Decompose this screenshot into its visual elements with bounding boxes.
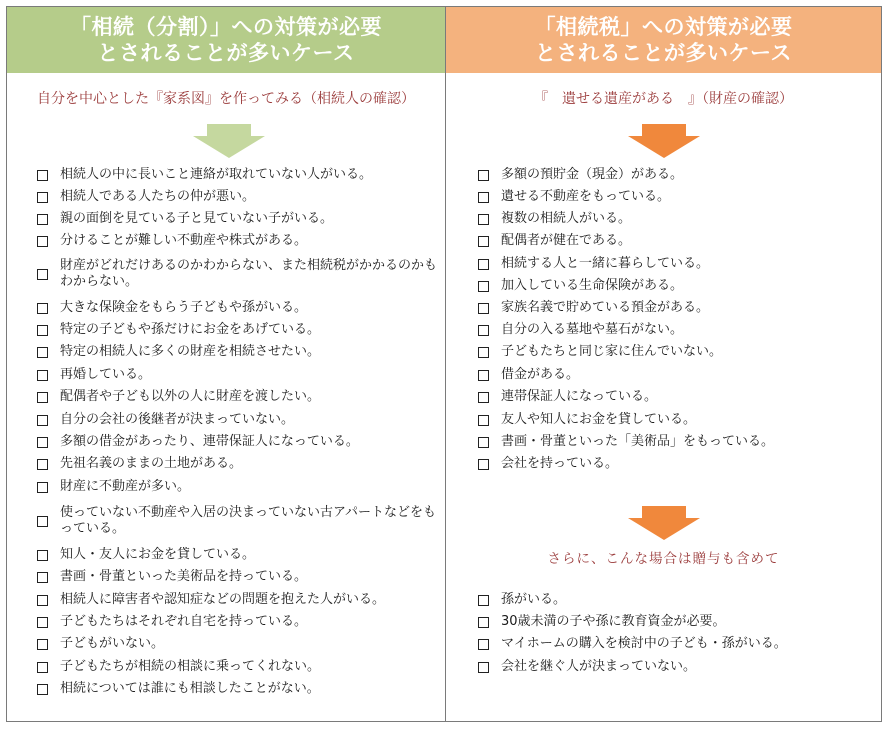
checklist-item-text: 親の面倒を見ている子と見ていない子がいる。 [60, 211, 334, 226]
checklist-item-text: 再婚している。 [60, 367, 152, 382]
checklist-item-text: 会社を持っている。 [501, 456, 619, 471]
checklist-item-text: 相続人に障害者や認知症などの問題を抱えた人がいる。 [60, 592, 386, 607]
checklist-item-text: マイホームの購入を検討中の子ども・孫がいる。 [501, 636, 787, 651]
gift-note: さらに、こんな場合は贈与も含めて [547, 551, 780, 567]
right-header-line2: とされることが多いケース [535, 41, 792, 65]
checklist-item [37, 547, 255, 563]
checklist-item [478, 592, 566, 608]
checklist-item [37, 636, 164, 652]
checklist-item [37, 681, 320, 697]
checklist-item-text: 配偶者が健在である。 [501, 233, 632, 248]
checklist-item-text: 子どもたちはそれぞれ自宅を持っている。 [60, 614, 308, 629]
checklist-item [37, 389, 320, 405]
checklist-item-text: 配偶者や子ども以外の人に財産を渡したい。 [60, 389, 321, 404]
checklist-item [37, 659, 320, 675]
gift-checklist [478, 0, 878, 732]
left-header-line1: 「相続（分割）」への対策が必要 [70, 15, 382, 39]
checklist-item-text: 相続については誰にも相談したことがない。 [60, 681, 320, 696]
checklist-item-text: 知人・友人にお金を貸している。 [60, 547, 256, 562]
checklist-item-text: 先祖名義のままの土地がある。 [60, 456, 243, 471]
checklist-item-text: 子どもがいない。 [60, 636, 165, 651]
checklist-item [478, 636, 787, 652]
checklist-item-text: 大きな保険金をもらう子どもや孫がいる。 [60, 300, 308, 315]
checklist-item [37, 344, 320, 360]
checklist-item-text: 特定の子どもや孫だけにお金をあげている。 [60, 322, 321, 337]
checkbox-icon[interactable] [37, 303, 48, 314]
checklist-item-text: 多額の預貯金（現金）がある。 [501, 167, 684, 182]
checklist-item [37, 189, 255, 205]
checklist-item [478, 614, 726, 630]
checklist-item-text: 会社を継ぐ人が決まっていない。 [501, 659, 697, 674]
checklist-item [37, 456, 242, 472]
checklist-item-text: 財産に不動産が多い。 [60, 479, 191, 494]
checklist-item-text: 財産がどれだけあるのかわからない、また相続税がかかるのかもわからない。 [60, 258, 438, 289]
checklist-item-text: 分けることが難しい不動産や株式がある。 [60, 233, 308, 248]
checklist-item-text: 使っていない不動産や入居の決まっていない古アパートなどをもっている。 [60, 505, 436, 536]
checklist-item [37, 479, 190, 495]
left-header-line2: とされることが多いケース [97, 41, 355, 65]
checklist-item-text: 相続人である人たちの仲が悪い。 [60, 189, 256, 204]
checkbox-icon[interactable] [478, 617, 489, 628]
checkbox-icon[interactable] [37, 595, 48, 606]
checklist-item-text: 相続人の中に長いこと連絡が取れていない人がいる。 [60, 167, 373, 182]
checkbox-icon[interactable] [37, 325, 48, 336]
checkbox-icon[interactable] [37, 516, 48, 527]
checklist-item [37, 233, 307, 249]
checklist-item-text: 子どもたちと同じ家に住んでいない。 [501, 344, 723, 359]
checklist-item [37, 258, 440, 290]
checkbox-icon[interactable] [37, 617, 48, 628]
checklist-item-text: 連帯保証人になっている。 [501, 389, 658, 404]
checklist-item-text: 特定の相続人に多くの財産を相続させたい。 [60, 344, 321, 359]
checklist-item [37, 322, 320, 338]
checklist-item-text: 家族名義で貯めている預金がある。 [501, 300, 710, 315]
checklist-item [37, 592, 385, 608]
checklist-item [37, 505, 440, 537]
checklist-item-text: 多額の借金があったり、連帯保証人になっている。 [60, 434, 359, 449]
checkbox-icon[interactable] [37, 482, 48, 493]
checklist-item-text: 複数の相続人がいる。 [501, 211, 632, 226]
checklist-item-text: 子どもたちが相続の相談に乗ってくれない。 [60, 659, 321, 674]
checkbox-icon[interactable] [37, 392, 48, 403]
checkbox-icon[interactable] [37, 684, 48, 695]
checklist-item-text: 自分の会社の後継者が決まっていない。 [60, 412, 295, 427]
checklist-item [37, 412, 294, 428]
checkbox-icon[interactable] [37, 662, 48, 673]
checkbox-icon[interactable] [37, 415, 48, 426]
checklist-item-text: 30歳未満の子や孫に教育資金が必要。 [501, 614, 726, 629]
checklist-item-text: 借金がある。 [501, 367, 580, 382]
checkbox-icon[interactable] [37, 572, 48, 583]
checklist-item [37, 367, 151, 383]
checklist-item-text: 自分の入る墓地や墓石がない。 [501, 322, 684, 337]
left-checklist [37, 0, 437, 732]
left-subtitle: 自分を中心とした『家系図』を作ってみる（相続人の確認） [37, 91, 415, 107]
checklist-item-text: 相続する人と一緒に暮らしている。 [501, 256, 710, 271]
checkbox-icon[interactable] [37, 639, 48, 650]
checklist-item-text: 加入している生命保険がある。 [501, 278, 684, 293]
checkbox-icon[interactable] [478, 595, 489, 606]
checklist-item [37, 300, 307, 316]
checklist-item-text: 孫がいる。 [501, 592, 567, 607]
checkbox-icon[interactable] [37, 370, 48, 381]
checklist-item-text: 書画・骨董といった美術品を持っている。 [60, 569, 308, 584]
right-subtitle: 『 遺せる遺産がある 』（財産の確認） [534, 91, 793, 107]
checklist-item [37, 211, 333, 227]
checkbox-icon[interactable] [37, 214, 48, 225]
checklist-item [37, 614, 307, 630]
checkbox-icon[interactable] [37, 192, 48, 203]
checkbox-icon[interactable] [37, 437, 48, 448]
checklist-item [478, 659, 696, 675]
checkbox-icon[interactable] [37, 347, 48, 358]
checkbox-icon[interactable] [478, 662, 489, 673]
right-header-line1: 「相続税」への対策が必要 [534, 15, 793, 39]
column-divider [445, 6, 446, 722]
checklist-item-text: 遺せる不動産をもっている。 [501, 189, 671, 204]
checklist-item-text: 友人や知人にお金を貸している。 [501, 412, 697, 427]
checkbox-icon[interactable] [37, 170, 48, 181]
checklist-item [37, 167, 372, 183]
checklist-item-text: 書画・骨董といった「美術品」をもっている。 [501, 434, 775, 449]
checkbox-icon[interactable] [37, 236, 48, 247]
checkbox-icon[interactable] [37, 269, 48, 280]
checklist-item [37, 434, 359, 450]
checkbox-icon[interactable] [478, 639, 489, 650]
checkbox-icon[interactable] [37, 550, 48, 561]
checklist-item [37, 569, 307, 585]
checkbox-icon[interactable] [37, 459, 48, 470]
